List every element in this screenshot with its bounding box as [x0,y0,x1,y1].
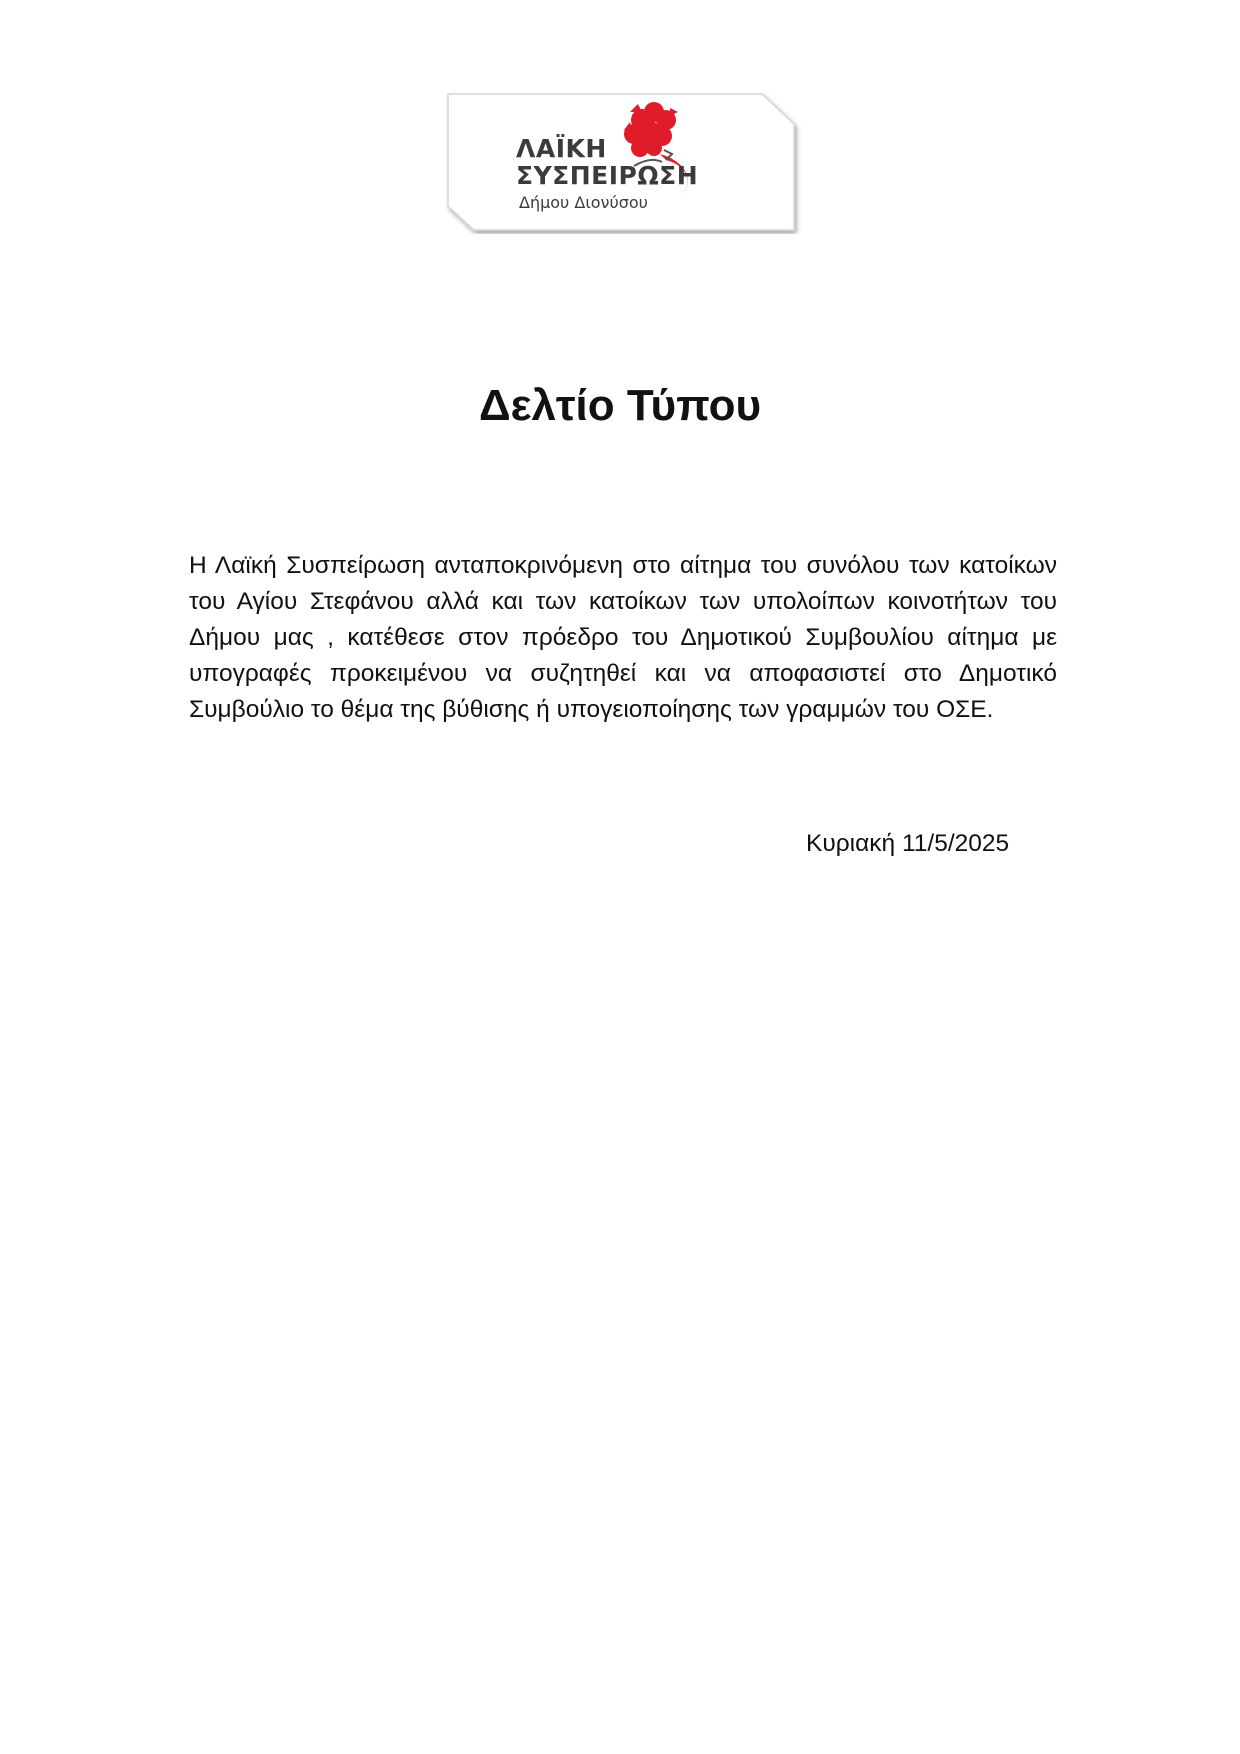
document-body: Η Λαϊκή Συσπείρωση ανταποκρινόμενη στο αίτημα του συνόλου των κατοίκων του Αγίου Στεφάνου αλλά και των κατοίκων των υπολοίπων κοινοτήτων του Δήμου μας , κατέθεσε στον πρόεδρο του Δημοτικού Συμβουλίου αίτημα με υπογραφές προκειμένου να συζητηθεί και να αποφασιστεί στο Δημοτικό Συμβούλιο το θέμα της βύθισης ή υπογειοποίησης των γραμμών του ΟΣΕ. [189,552,1057,723]
logo-line-3: Δήμου Διονύσου [519,193,648,212]
document-title: Δελτίο Τύπου [478,381,762,430]
document-date: Κυριακή 11/5/2025 [806,830,1010,857]
logo-line-2: ΣΥΣΠΕΙΡΩΣΗ [516,161,699,190]
logo-text [516,136,698,211]
logo-line-1: ΛΑΪΚΗ [516,134,607,163]
logo [444,90,804,234]
